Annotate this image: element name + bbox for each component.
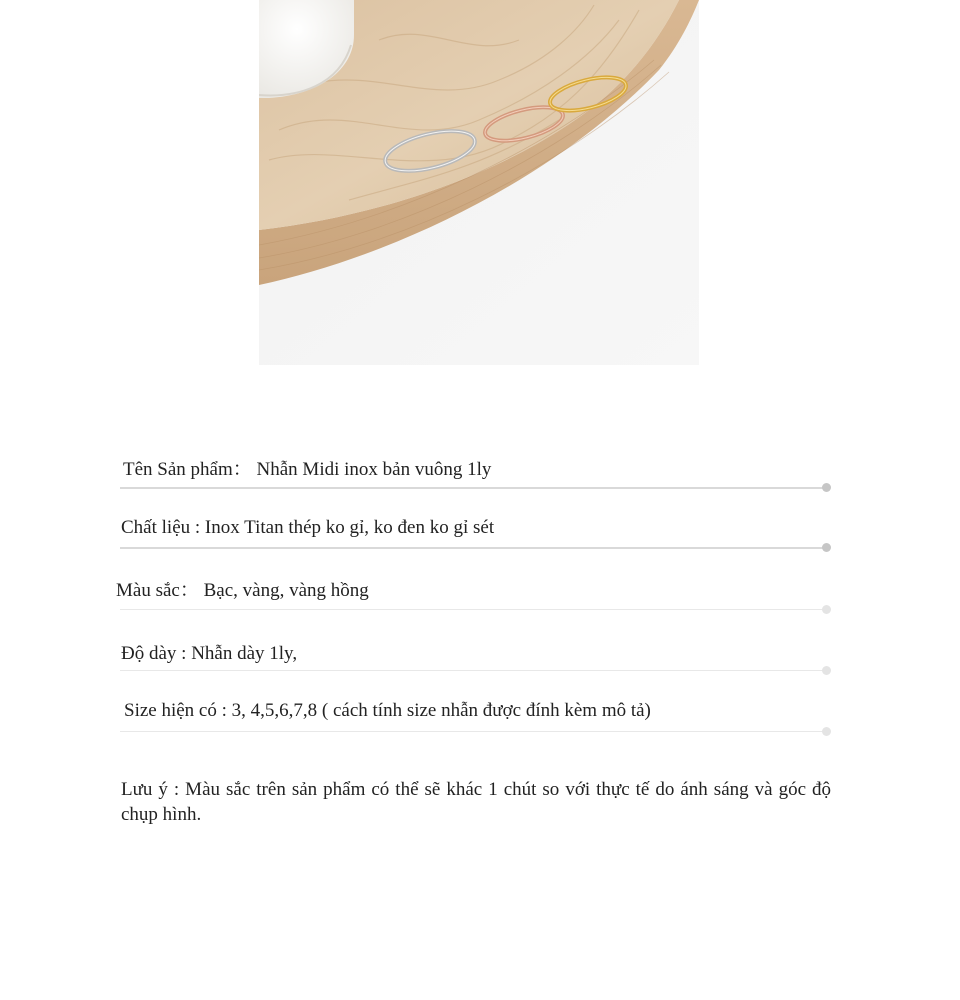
divider — [120, 731, 826, 732]
spec-material — [120, 516, 832, 556]
product-photo — [259, 0, 699, 365]
divider-dot — [822, 727, 831, 736]
spec-color — [116, 579, 832, 619]
divider — [120, 487, 826, 489]
spec-text — [123, 458, 491, 482]
spec-text — [121, 516, 494, 540]
spec-value: Nhẫn dày 1ly, — [186, 643, 298, 664]
spec-text — [121, 642, 297, 666]
divider-dot — [822, 483, 831, 492]
spec-value: Inox Titan thép ko gỉ, ko đen ko gỉ sét — [200, 517, 495, 538]
divider-dot — [822, 543, 831, 552]
spec-label: Màu sắc： — [116, 580, 199, 601]
divider-dot — [822, 605, 831, 614]
spec-label: Size hiện có : — [124, 700, 227, 721]
divider-dot — [822, 666, 831, 675]
divider — [120, 670, 826, 671]
spec-value: Nhẫn Midi inox bản vuông 1ly — [251, 459, 492, 480]
spec-label: Tên Sản phẩm： — [123, 459, 252, 480]
spec-text — [124, 699, 651, 723]
divider — [120, 547, 826, 549]
note-text: Lưu ý : Màu sắc trên sản phẩm có thể sẽ khác 1 chút so với thực tế do ánh sáng và góc độ chụp hình. — [121, 779, 831, 825]
divider — [120, 609, 826, 610]
spec-label: Chất liệu : — [121, 517, 201, 538]
rings-photo — [259, 0, 699, 365]
spec-thickness — [120, 642, 832, 682]
spec-product-name — [120, 458, 832, 498]
spec-value: Bạc, vàng, vàng hồng — [198, 580, 369, 601]
spec-label: Độ dày : — [121, 643, 187, 664]
spec-sizes — [120, 699, 832, 739]
spec-text — [116, 579, 369, 603]
spec-value: 3, 4,5,6,7,8 ( cách tính size nhẫn được đính kèm mô tả) — [226, 700, 651, 721]
